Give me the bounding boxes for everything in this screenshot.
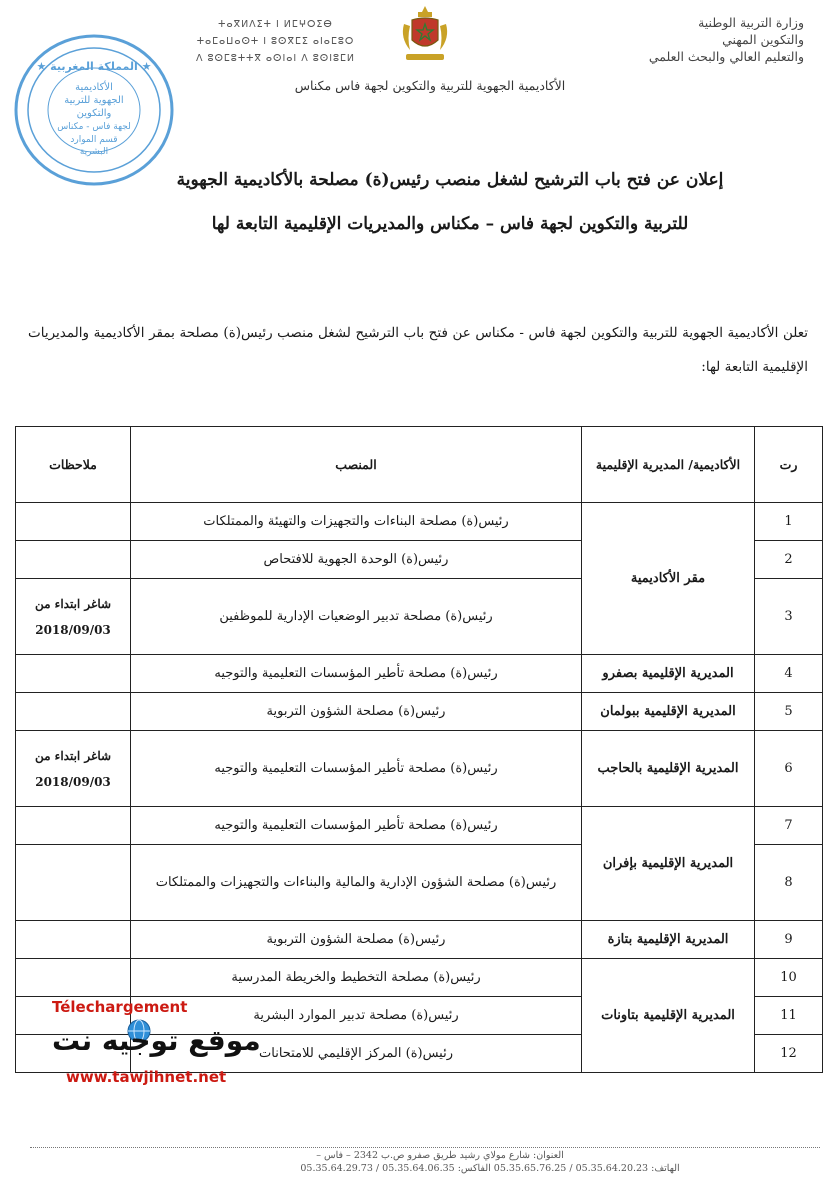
directorate-cell: المديرية الإقليمية ببولمان — [582, 693, 755, 731]
row-num: 3 — [755, 579, 823, 655]
row-num: 8 — [755, 845, 823, 921]
table-row — [16, 807, 823, 845]
table-row — [16, 693, 823, 731]
row-num: 12 — [755, 1035, 823, 1073]
row-num: 2 — [755, 541, 823, 579]
position-cell: رئيس(ة) مصلحة تأطير المؤسسات التعليمية والتوجيه — [131, 731, 582, 807]
tifinagh-line-3: ⴷ ⵓⵙⵎⵓⵜⵜⴳ ⴰⵙⵏⴰⵏ ⴷ ⵓⵙⵏⵓⵎⵍ — [195, 53, 356, 64]
note-cell — [16, 845, 131, 921]
announcement-title — [110, 158, 790, 246]
svg-text:لجهة فاس - مكناس: لجهة فاس - مكناس — [57, 122, 131, 132]
directorate-cell: المديرية الإقليمية بتاونات — [582, 959, 755, 1073]
note-cell — [16, 655, 131, 693]
position-cell: رئيس(ة) مصلحة تأطير المؤسسات التعليمية والتوجيه — [131, 655, 582, 693]
position-cell: رئيس(ة) مصلحة تأطير المؤسسات التعليمية والتوجيه — [131, 807, 582, 845]
note-cell — [16, 503, 131, 541]
header-directorate: الأكاديمية/ المديرية الإقليمية — [582, 427, 755, 503]
note-cell: شاغر ابتداء من 2018/09/03 — [16, 579, 131, 655]
ministry-header — [574, 14, 804, 65]
table-row — [16, 503, 823, 541]
footer-address: العنوان: شارع مولاي رشيد طريق صفرو ص.ب 2342 – فاس – — [316, 1150, 564, 1161]
academy-name: الأكاديمية الجهوية للتربية والتكوين لجهة فاس مكناس — [294, 78, 566, 93]
note-cell — [16, 541, 131, 579]
svg-text:البشرية: البشرية — [79, 147, 109, 157]
header-num: رت — [755, 427, 823, 503]
position-cell: رئيس(ة) المركز الإقليمي للامتحانات — [131, 1035, 582, 1073]
directorate-cell: المديرية الإقليمية بتازة — [582, 921, 755, 959]
row-num: 10 — [755, 959, 823, 997]
tifinagh-line-1: ⵜⴰⴳⵍⴷⵉⵜ ⵏ ⵍⵎⵖⵔⵉⴱ — [218, 19, 333, 30]
title-line-1: إعلان عن فتح باب الترشيح لشغل منصب رئيس(ة) مصلحة بالأكاديمية الجهوية — [176, 170, 724, 190]
svg-text:الأكاديمية: الأكاديمية — [75, 82, 113, 93]
ministry-line-1: وزارة التربية الوطنية — [698, 15, 804, 30]
note-cell: شاغر ابتداء من 2018/09/03 — [16, 731, 131, 807]
directorate-cell: المديرية الإقليمية بالحاجب — [582, 731, 755, 807]
tifinagh-line-2: ⵜⴰⵎⴰⵡⴰⵙⵜ ⵏ ⵓⵙⴳⵎⵉ ⴰⵏⴰⵎⵓⵔ — [196, 36, 355, 47]
row-num: 7 — [755, 807, 823, 845]
position-cell: رئيس(ة) مصلحة الشؤون التربوية — [131, 693, 582, 731]
watermark-url[interactable]: www.tawjihnet.net — [66, 1068, 227, 1086]
note-cell — [16, 959, 131, 997]
svg-text:قسم الموارد: قسم الموارد — [70, 135, 118, 145]
title-line-2: للتربية والتكوين لجهة فاس – مكناس والمديريات الإقليمية التابعة لها — [211, 214, 689, 234]
note-cell — [16, 693, 131, 731]
directorate-cell: المديرية الإقليمية بإفران — [582, 807, 755, 921]
header-position: المنصب — [131, 427, 582, 503]
row-num: 9 — [755, 921, 823, 959]
position-cell: رئيس(ة) الوحدة الجهوية للافتحاص — [131, 541, 582, 579]
note-cell — [16, 921, 131, 959]
row-num: 11 — [755, 997, 823, 1035]
directorate-cell: المديرية الإقليمية بصفرو — [582, 655, 755, 693]
position-cell: رئيس(ة) مصلحة تدبير الموارد البشرية — [131, 997, 582, 1035]
footer-phones: الهاتف: 05.35.64.20.23 / 05.35.65.76.25 الفاكس: 05.35.64.06.35 / 05.35.64.29.73 — [300, 1163, 680, 1174]
svg-text:★ المملكة المغربية ★: ★ المملكة المغربية ★ — [36, 60, 152, 73]
table-row — [16, 731, 823, 807]
watermark-download-label: Télechargement — [52, 998, 188, 1016]
table-row — [16, 959, 823, 997]
ministry-line-3: والتعليم العالي والبحث العلمي — [648, 49, 804, 64]
ministry-line-2: والتكوين المهني — [722, 32, 804, 47]
table-row — [16, 921, 823, 959]
position-cell: رئيس(ة) مصلحة الشؤون التربوية — [131, 921, 582, 959]
intro-paragraph: تعلن الأكاديمية الجهوية للتربية والتكوين لجهة فاس - مكناس عن فتح باب الترشيح لشغل منصب رئيس(ة) مصلحة بمقر الأكاديمية والمديريات الإقليمية التابعة لها: — [28, 325, 808, 375]
watermark-site-name: موقع توجيه نت — [52, 1024, 261, 1057]
footer-divider — [30, 1147, 820, 1148]
position-cell: رئيس(ة) مصلحة الشؤون الإدارية والمالية والبناءات والتجهيزات والممتلكات — [131, 845, 582, 921]
note-cell — [16, 807, 131, 845]
position-cell: رئيس(ة) مصلحة التخطيط والخريطة المدرسية — [131, 959, 582, 997]
svg-text:الجهوية للتربية: الجهوية للتربية — [64, 95, 124, 106]
coat-of-arms-icon — [398, 4, 452, 66]
table-row — [16, 655, 823, 693]
directorate-cell: مقر الأكاديمية — [582, 503, 755, 655]
positions-table — [15, 426, 823, 1073]
header-notes: ملاحظات — [16, 427, 131, 503]
tifinagh-header — [188, 16, 363, 67]
table-header-row — [16, 427, 823, 503]
svg-text:والتكوين: والتكوين — [76, 108, 112, 119]
position-cell: رئيس(ة) مصلحة البناءات والتجهيزات والتهيئة والممتلكات — [131, 503, 582, 541]
row-num: 1 — [755, 503, 823, 541]
row-num: 4 — [755, 655, 823, 693]
row-num: 5 — [755, 693, 823, 731]
row-num: 6 — [755, 731, 823, 807]
position-cell: رئيس(ة) مصلحة تدبير الوضعيات الإدارية للموظفين — [131, 579, 582, 655]
